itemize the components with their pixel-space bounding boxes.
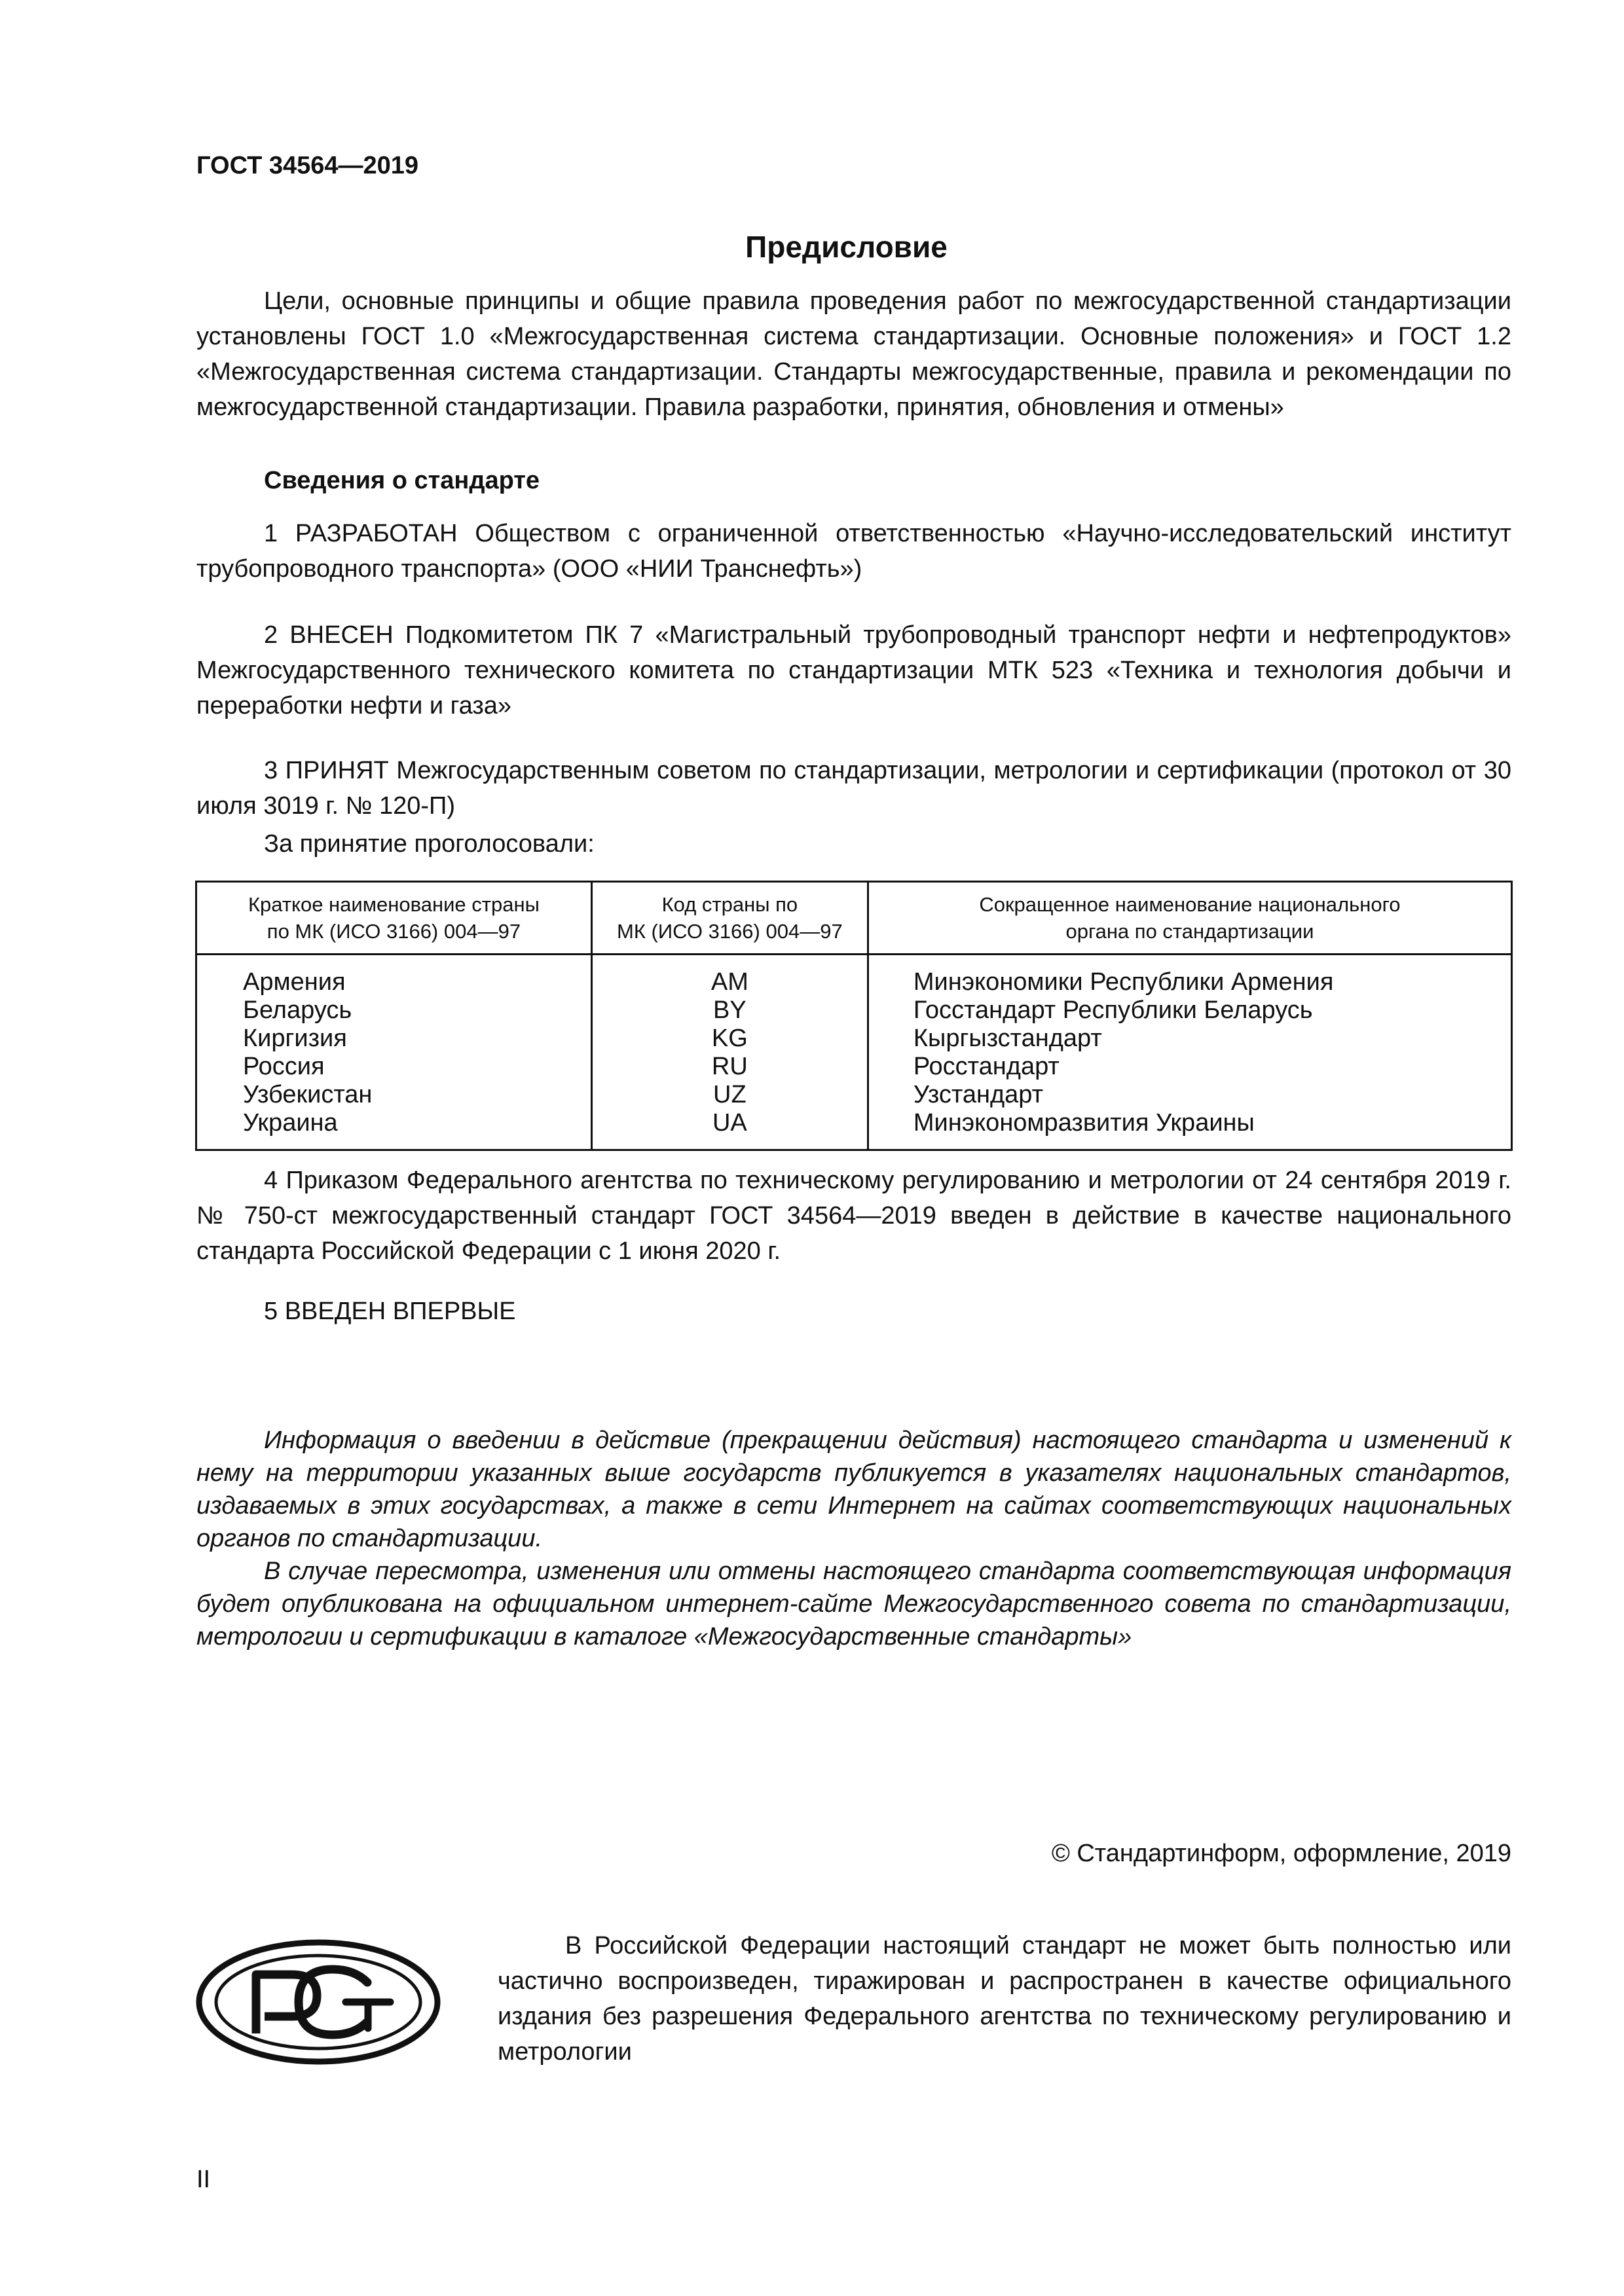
item-4-order: [196, 1163, 1511, 1269]
table-cell: Узбекистан: [243, 1081, 373, 1108]
table-cell: Минэкономразвития Украины: [913, 1109, 1255, 1137]
table-cell: Госстандарт Республики Беларусь: [913, 996, 1313, 1024]
table-cell: UA: [712, 1109, 747, 1137]
header-country-code: Код страны по МК (ИСО 3166) 004—97: [591, 882, 868, 955]
country-code-column: [591, 955, 868, 1150]
table-cell: Россия: [243, 1053, 325, 1080]
note-publication-info: Информация о введении в действие (прекращении действия) настоящего стандарта и изменений к нему на территории указанных выше государств публикуется в указателях национальных стандартов, издаваемых в этих государствах, а также в сети Интернет на сайтах соответствующих национальных органов по стандартизации.: [196, 1427, 1511, 1552]
standard-info-heading: Сведения о стандарте: [264, 467, 540, 494]
table-cell: Минэкономики Республики Армения: [913, 968, 1334, 996]
header-country-name: Краткое наименование страны по МК (ИСО 3166) 004—97: [196, 882, 592, 955]
copyright-line: © Стандартинформ, оформление, 2019: [1051, 1840, 1511, 1867]
item-5-text: 5 ВВЕДЕН ВПЕРВЫЕ: [264, 1298, 516, 1325]
page-number: II: [196, 2166, 211, 2193]
table-cell: Кыргызстандарт: [913, 1025, 1102, 1052]
table-cell: Узстандарт: [913, 1081, 1043, 1108]
page-title: Предисловие: [745, 230, 948, 264]
item-5-first-introduced: [196, 1294, 1511, 1329]
item-4-text: 4 Приказом Федерального агентства по техническому регулированию и метрологии от 24 сентября 2019 г. № 750-ст межгосударственный стандарт ГОСТ 34564—2019 введен в действие в качестве национального стандарта Российской Федерации с 1 июня 2020 г.: [196, 1167, 1511, 1265]
table-cell: Беларусь: [243, 996, 352, 1024]
voted-label: [196, 826, 1511, 862]
table-cell: KG: [711, 1025, 748, 1052]
table-cell: Росстандарт: [913, 1053, 1060, 1080]
table-cell: RU: [711, 1053, 748, 1080]
table-cell: Украина: [243, 1109, 338, 1137]
document-code-header: ГОСТ 34564—2019: [196, 152, 419, 179]
table-cell: BY: [713, 996, 747, 1024]
item-3-text: 3 ПРИНЯТ Межгосударственным советом по стандартизации, метрологии и сертификации (протокол от 30 июля 3019 г. № 120-П): [196, 757, 1511, 820]
voting-countries-table: [195, 881, 1513, 1151]
intro-text: Цели, основные принципы и общие правила проведения работ по межгосударственной стандартизации установлены ГОСТ 1.0 «Межгосударственная система стандартизации. Основные положения» и ГОСТ 1.2 «Межгосударственная система стандартизации. Стандарты межгосударственные, правила и рекомендации по межгосударственной стандартизации. Правила разработки, принятия, обновления и отмены»: [196, 287, 1511, 421]
table-cell: UZ: [713, 1081, 747, 1108]
item-1-developed: [196, 516, 1511, 587]
intro-paragraph: [196, 283, 1511, 425]
item-2-introduced: [196, 617, 1511, 723]
voted-text: За принятие проголосовали:: [264, 830, 595, 858]
table-cell: Киргизия: [243, 1025, 347, 1052]
table-cell: Армения: [243, 968, 346, 996]
table-body: [196, 955, 1512, 1150]
note-revision-info: В случае пересмотра, изменения или отмены настоящего стандарта соответствующая информация будет опубликована на официальном интернет-сайте Межгосударственного совета по стандартизации, метрологии и сертификации в каталоге «Межгосударственные стандарты»: [196, 1558, 1511, 1650]
item-3-adopted: [196, 753, 1511, 824]
national-body-column: [868, 955, 1511, 1150]
header-national-body: Сокращенное наименование национального органа по стандартизации: [868, 882, 1511, 955]
notice-text: В Российской Федерации настоящий стандарт не может быть полностью или частично воспроизведен, тиражирован и распространен в качестве официального издания без разрешения Федерального агентства по техническому регулированию и метрологии: [498, 1932, 1511, 2066]
country-name-column: [196, 955, 592, 1150]
publication-notes: [196, 1424, 1511, 1653]
table-header-row: [196, 882, 1512, 955]
item-1-text: 1 РАЗРАБОТАН Обществом с ограниченной ответственностью «Научно-исследовательский институт трубопроводного транспорта» (ООО «НИИ Транснефть»): [196, 520, 1511, 583]
reproduction-notice: [498, 1928, 1511, 2069]
rst-certification-mark-icon: [194, 1937, 443, 2071]
table-cell: AM: [710, 968, 748, 996]
item-2-text: 2 ВНЕСЕН Подкомитетом ПК 7 «Магистральный трубопроводный транспорт нефти и нефтепродуктов» Межгосударственного технического комитета по стандартизации МТК 523 «Техника и технология добычи и переработки нефти и газа»: [196, 621, 1511, 720]
